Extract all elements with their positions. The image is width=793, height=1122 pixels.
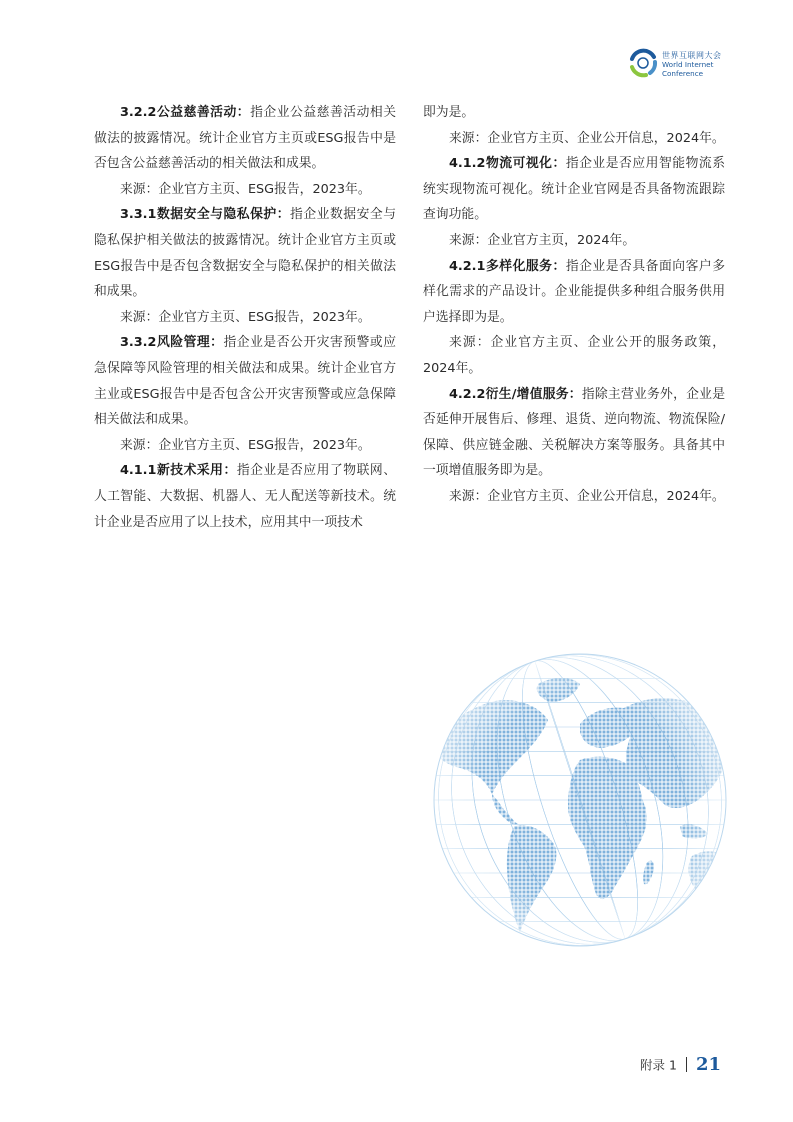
logo-english-name bbox=[662, 61, 713, 78]
term-heading: 3.3.1数据安全与隐私保护： bbox=[120, 207, 291, 223]
term-heading: 3.2.2公益慈善活动： bbox=[120, 105, 251, 120]
paragraph-text: 指除主营业务外，企业是否延伸开展售后、修理、退货、逆向物流、物流保险/保障、供应链金融、关税解决方案等服务。具备其中一项增值服务即为是。 bbox=[423, 386, 726, 479]
footer-section-label: 附录 1 bbox=[640, 1057, 677, 1073]
source-line bbox=[94, 177, 396, 203]
page-footer bbox=[640, 1054, 721, 1078]
right-text-column bbox=[423, 100, 725, 510]
term-heading: 4.2.1多样化服务： bbox=[449, 258, 566, 274]
paragraph-text: 指企业是否具备面向客户多样化需求的产品设计。企业能提供多种组合服务供用户选择即为是。 bbox=[423, 258, 726, 325]
paragraph-text: 来源：企业官方主页，2024年。 bbox=[449, 232, 636, 248]
logo-english-line1: World Internet bbox=[662, 60, 714, 69]
term-heading: 4.2.2衍生/增值服务： bbox=[449, 386, 582, 402]
paragraph-text: 来源：企业官方主页、企业公开的服务政策，2024年。 bbox=[423, 335, 725, 376]
globe-illustration bbox=[430, 650, 730, 950]
source-line bbox=[423, 330, 725, 381]
source-line bbox=[423, 126, 725, 152]
paragraph-text: 指企业公益慈善活动相关做法的披露情况。统计企业官方主页或ESG报告中是否包含公益慈善活动的相关做法和成果。 bbox=[94, 105, 397, 172]
paragraph bbox=[94, 330, 396, 432]
footer-divider bbox=[686, 1057, 687, 1072]
paragraph bbox=[94, 202, 396, 304]
page-number: 21 bbox=[695, 1054, 721, 1075]
conference-logo bbox=[628, 46, 738, 86]
conference-logo-icon bbox=[628, 48, 658, 78]
paragraph-text: 即为是。 bbox=[423, 105, 475, 120]
logo-chinese-name: 世界互联网大会 bbox=[662, 51, 722, 60]
continuation-line bbox=[423, 100, 725, 126]
left-text-column bbox=[94, 100, 396, 535]
paragraph-text: 来源：企业官方主页、ESG报告，2023年。 bbox=[120, 437, 371, 453]
source-line bbox=[423, 484, 725, 510]
term-heading: 3.3.2风险管理： bbox=[120, 335, 224, 351]
paragraph-text: 来源：企业官方主页、ESG报告，2023年。 bbox=[120, 181, 371, 197]
paragraph bbox=[423, 151, 725, 228]
source-line bbox=[94, 305, 396, 331]
source-line bbox=[423, 228, 725, 254]
source-line bbox=[94, 433, 396, 459]
paragraph-text: 指企业是否应用智能物流系统实现物流可视化。统计企业官网是否具备物流跟踪查询功能。 bbox=[423, 156, 726, 223]
paragraph-text: 来源：企业官方主页、企业公开信息，2024年。 bbox=[449, 130, 725, 146]
paragraph-text: 指企业是否应用了物联网、人工智能、大数据、机器人、无人配送等新技术。统计企业是否应用了以上技术，应用其中一项技术 bbox=[94, 463, 397, 530]
paragraph-text: 来源：企业官方主页、企业公开信息，2024年。 bbox=[449, 488, 725, 504]
paragraph-text: 来源：企业官方主页、ESG报告，2023年。 bbox=[120, 309, 371, 325]
paragraph bbox=[423, 254, 725, 331]
paragraph-text: 指企业是否公开灾害预警或应急保障等风险管理的相关做法和成果。统计企业官方主业或ESG报告中是否包含公开灾害预警或应急保障相关做法和成果。 bbox=[94, 335, 397, 428]
paragraph bbox=[94, 458, 396, 535]
paragraph bbox=[94, 100, 396, 177]
paragraph-text: 指企业数据安全与隐私保护相关做法的披露情况。统计企业官方主页或ESG报告中是否包含数据安全与隐私保护的相关做法和成果。 bbox=[94, 207, 397, 300]
term-heading: 4.1.2物流可视化： bbox=[449, 156, 566, 172]
paragraph bbox=[423, 382, 725, 484]
term-heading: 4.1.1新技术采用： bbox=[120, 463, 237, 479]
logo-english-line2: Conference bbox=[662, 68, 704, 78]
